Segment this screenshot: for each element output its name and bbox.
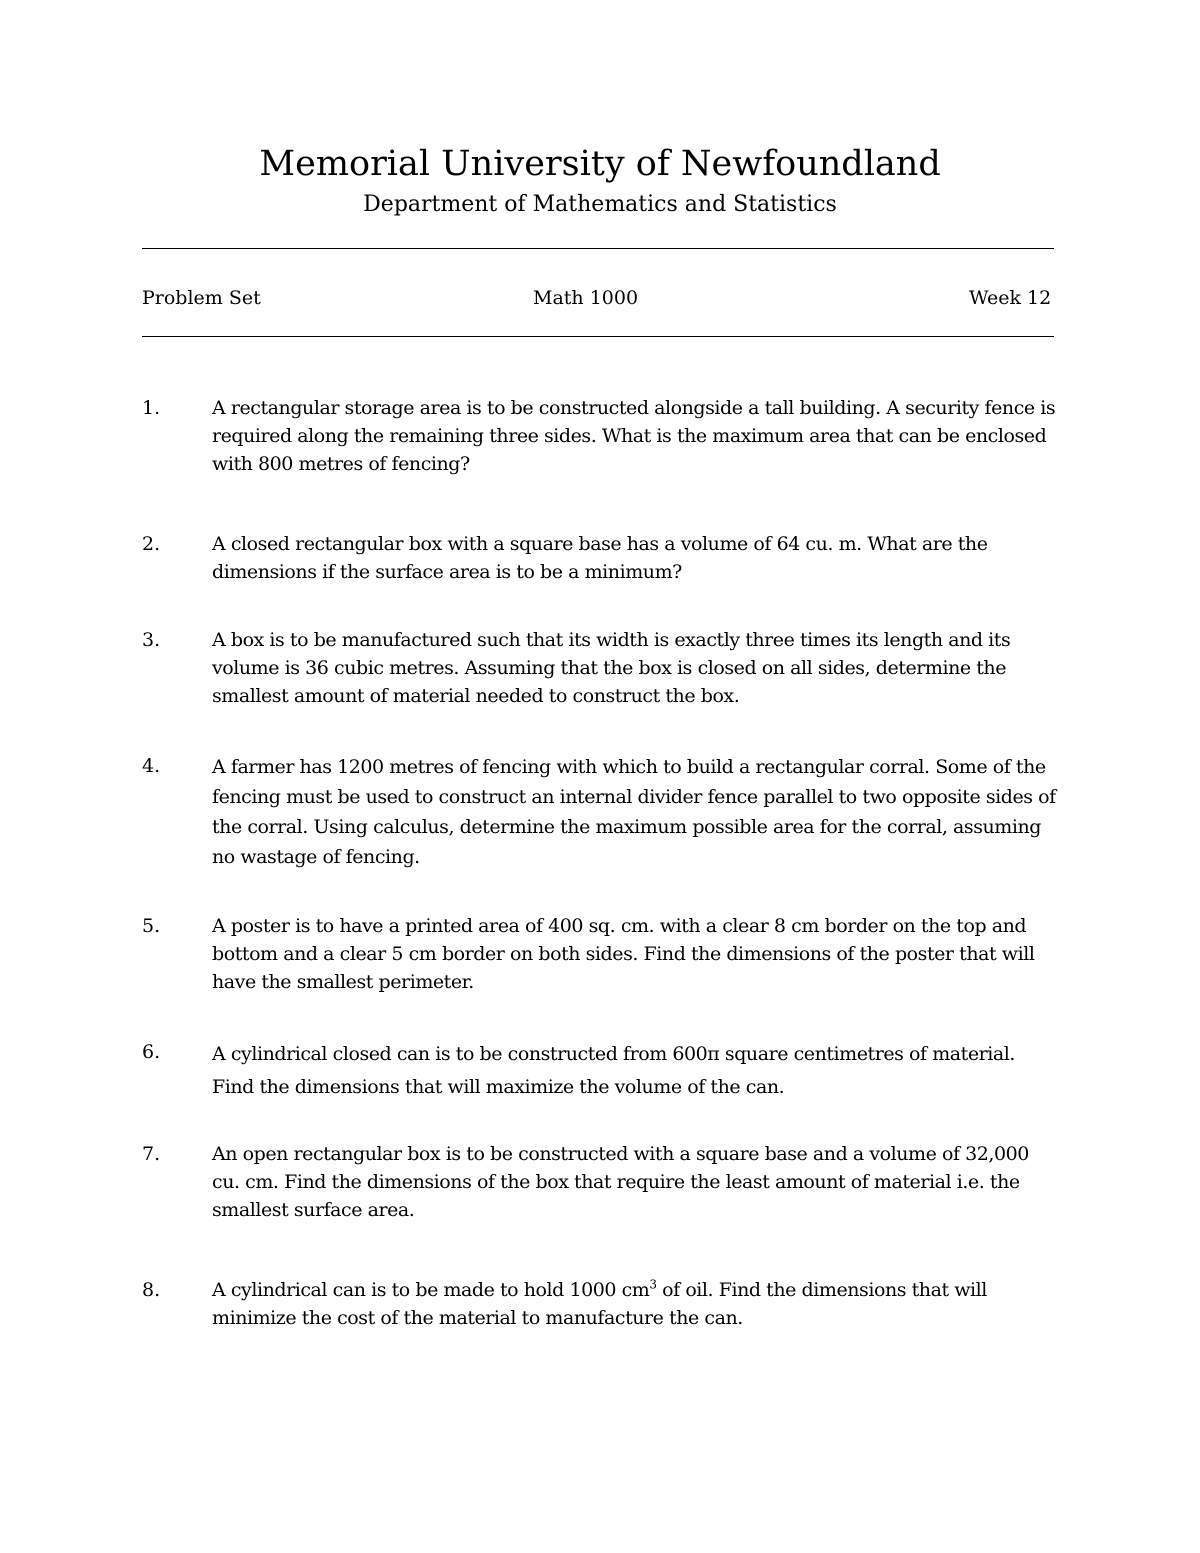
problem-item [142,1276,1062,1332]
problem-number: 1. [142,397,161,419]
problem-item [142,626,1062,710]
course-label: Math 1000 [533,287,639,309]
problem-text-part: A cylindrical can is to be made to hold 1000 cm [212,1279,650,1301]
problem-item [142,912,1062,996]
problem-item [142,1140,1062,1224]
department-subtitle: Department of Mathematics and Statistics [363,192,837,217]
university-title: Memorial University of Newfoundland [259,144,941,184]
problem-text [212,1276,1062,1332]
problem-text: A box is to be manufactured such that its width is exactly three times its length and its volume is 36 cubic metres. Assuming that the box is closed on all sides, determine the smallest amount of material needed to construct the box. [212,629,1011,707]
problem-item [142,752,1062,872]
problem-text: A rectangular storage area is to be constructed alongside a tall building. A security fence is required along the remaining three sides. What is the maximum area that can be enclosed with 800 metres of fencing? [212,397,1056,475]
problem-number: 5. [142,915,161,937]
problem-number: 3. [142,629,161,651]
problem-number: 2. [142,533,161,555]
problem-text: A poster is to have a printed area of 400 sq. cm. with a clear 8 cm border on the top and bottom and a clear 5 cm border on both sides. Find the dimensions of the poster that will have the smallest perimeter. [212,915,1035,993]
problem-list [142,394,1062,1332]
document-type-label: Problem Set [142,287,261,309]
problem-number: 6. [142,1041,161,1063]
problem-text: A farmer has 1200 metres of fencing with which to build a rectangular corral. Some of the fencing must be used to construct an internal divider fence parallel to two opposite sides of the corral. Using calculus, determine the maximum possible area for the corral, assuming no wastage of fencing. [212,756,1056,868]
problem-item [142,1038,1062,1104]
problem-text: A closed rectangular box with a square base has a volume of 64 cu. m. What are the dimensions if the surface area is to be a minimum? [212,533,988,583]
problem-text-part: of oil. Find the dimensions that will minimize the cost of the material to manufacture the can. [212,1279,987,1329]
problem-item [142,530,1062,586]
problem-number: 8. [142,1279,161,1301]
top-divider [142,248,1054,249]
bottom-divider [142,336,1054,337]
problem-item [142,394,1062,478]
week-label: Week 12 [969,287,1052,309]
problem-text: An open rectangular box is to be constructed with a square base and a volume of 32,000 cu. cm. Find the dimensions of the box that require the least amount of material i.e. the smallest surface area. [212,1143,1029,1221]
problem-number: 7. [142,1143,161,1165]
superscript-exponent: 3 [649,1277,657,1292]
problem-number: 4. [142,755,161,777]
problem-text: A cylindrical closed can is to be constructed from 600π square centimetres of material. Find the dimensions that will maximize the volume of the can. [212,1043,1015,1098]
